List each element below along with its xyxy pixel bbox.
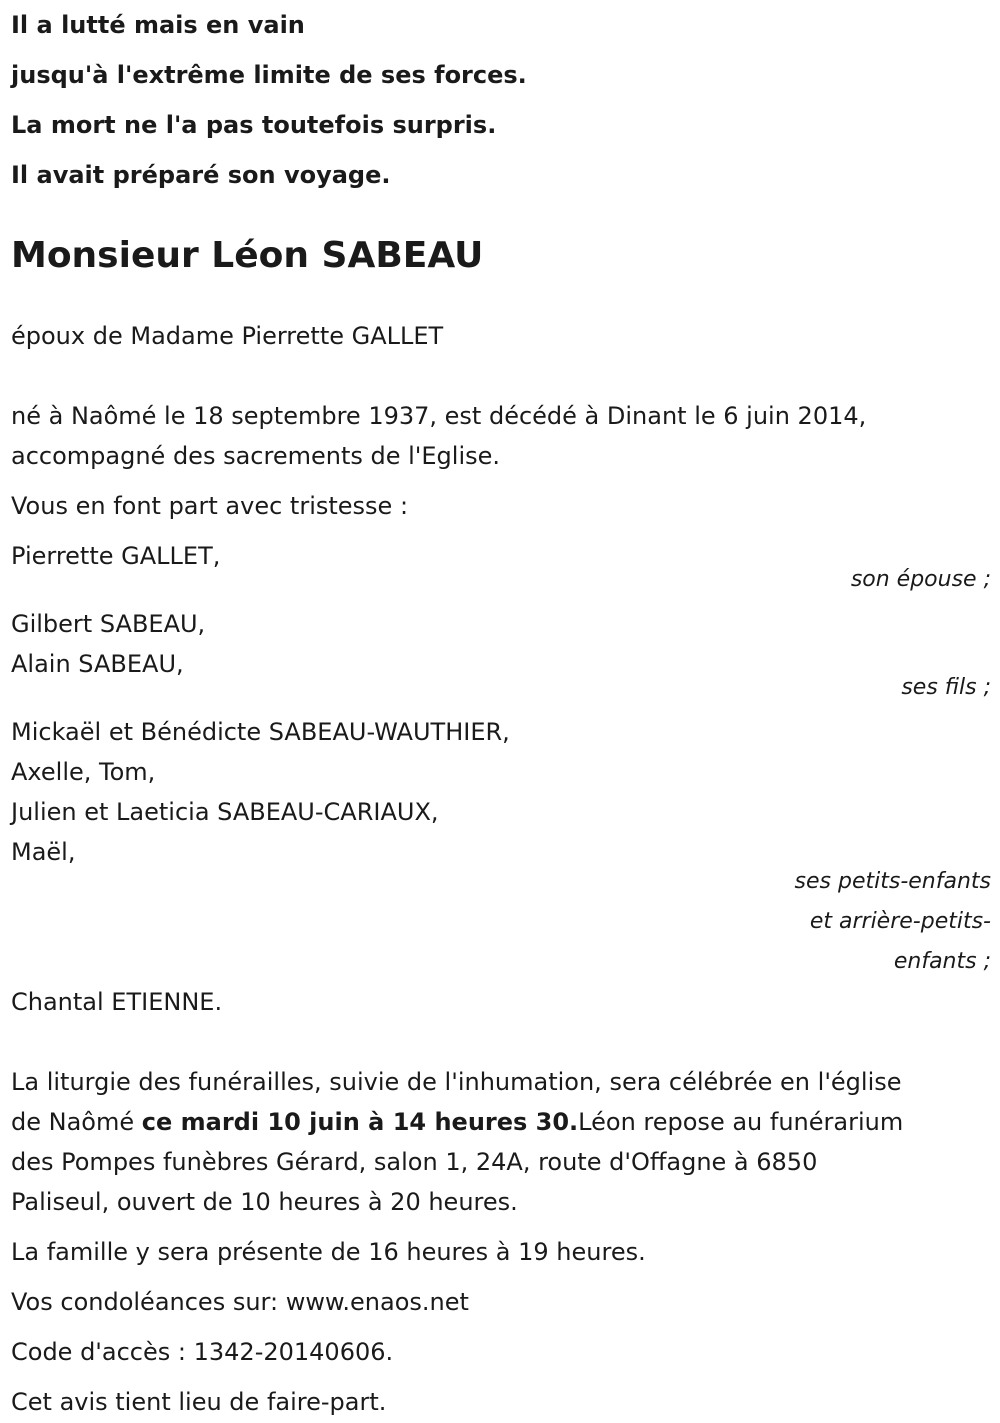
spouse-line: époux de Madame Pierrette GALLET bbox=[11, 322, 444, 350]
poem-line: Il a lutté mais en vain bbox=[11, 11, 305, 39]
deceased-name: Monsieur Léon SABEAU bbox=[11, 235, 484, 276]
family-member: Alain SABEAU, bbox=[11, 650, 184, 678]
funeral-line: des Pompes funèbres Gérard, salon 1, 24A, route d'Offagne à 6850 bbox=[11, 1148, 818, 1176]
family-member: Chantal ETIENNE. bbox=[11, 988, 223, 1016]
funeral-text: de Naômé bbox=[11, 1108, 142, 1136]
family-grandchildren bbox=[11, 712, 991, 982]
funeral-line: Paliseul, ouvert de 10 heures à 20 heures. bbox=[11, 1188, 518, 1216]
family-spouse bbox=[11, 536, 991, 600]
poem-line: jusqu'à l'extrême limite de ses forces. bbox=[11, 61, 527, 89]
relation-label: ses petits-enfants bbox=[794, 869, 991, 894]
funeral-text: Léon repose au funérarium bbox=[578, 1108, 904, 1136]
relation-label: enfants ; bbox=[893, 949, 991, 974]
family-sons bbox=[11, 604, 991, 708]
obituary-notice bbox=[11, 0, 991, 1422]
family-member: Julien et Laeticia SABEAU-CARIAUX, bbox=[11, 798, 439, 826]
funeral-line: La liturgie des funérailles, suivie de l'inhumation, sera célébrée en l'église bbox=[11, 1068, 902, 1096]
relation-label: son épouse ; bbox=[850, 567, 991, 592]
family-member: Mickaël et Bénédicte SABEAU-WAUTHIER, bbox=[11, 718, 510, 746]
family-member: Gilbert SABEAU, bbox=[11, 610, 206, 638]
family-member: Maël, bbox=[11, 838, 76, 866]
poem-line: Il avait préparé son voyage. bbox=[11, 161, 391, 189]
family-member: Pierrette GALLET, bbox=[11, 542, 221, 570]
birth-death-line: accompagné des sacrements de l'Eglise. bbox=[11, 442, 501, 470]
birth-death-paragraph bbox=[11, 396, 991, 476]
access-code: Code d'accès : 1342-20140606. bbox=[11, 1338, 394, 1366]
family-presence: La famille y sera présente de 16 heures à 19 heures. bbox=[11, 1238, 646, 1266]
announce-intro: Vous en font part avec tristesse : bbox=[11, 492, 409, 520]
family-member: Axelle, Tom, bbox=[11, 758, 156, 786]
condolences-line: Vos condoléances sur: www.enaos.net bbox=[11, 1288, 469, 1316]
closing-line: Cet avis tient lieu de faire-part. bbox=[11, 1388, 387, 1416]
poem-line: La mort ne l'a pas toutefois surpris. bbox=[11, 111, 497, 139]
relation-label: ses fils ; bbox=[901, 675, 991, 700]
poem bbox=[11, 0, 991, 200]
funeral-date: ce mardi 10 juin à 14 heures 30. bbox=[141, 1108, 579, 1136]
funeral-line bbox=[11, 1102, 991, 1142]
birth-death-line: né à Naômé le 18 septembre 1937, est décédé à Dinant le 6 juin 2014, bbox=[11, 402, 867, 430]
relation-label: et arrière-petits- bbox=[809, 909, 991, 934]
funeral-paragraph bbox=[11, 1062, 991, 1222]
